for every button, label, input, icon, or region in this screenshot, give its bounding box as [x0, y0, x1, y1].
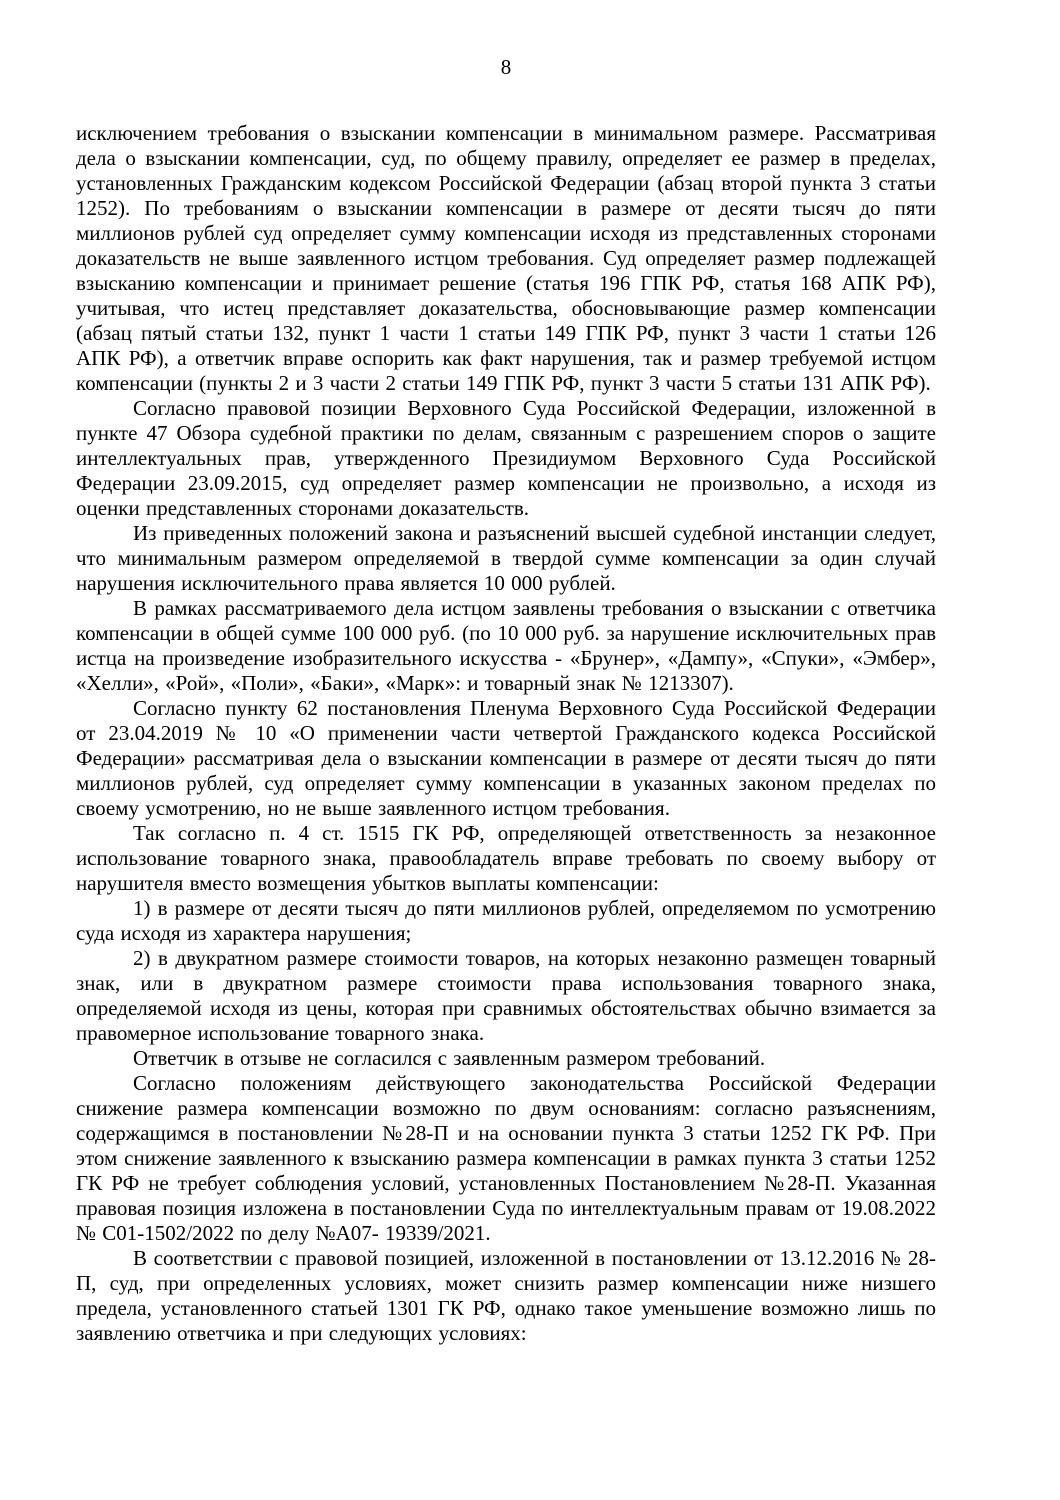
paragraph-defendant-objection: Ответчик в отзыве не согласился с заявленным размером требований.	[133, 1046, 766, 1070]
page-number: 8	[500, 55, 512, 79]
document-body	[76, 121, 936, 1346]
paragraph-article-1515: Так согласно п. 4 ст. 1515 ГК РФ, определяющей ответственность за незаконное использование товарного знака, правообладатель вправе требовать по своему выбору от нарушителя вместо возмещения убытков выплаты компенсации:	[76, 821, 936, 895]
paragraph-claim-amount: В рамках рассматриваемого дела истцом заявлены требования о взыскании с ответчика компенсации в общей сумме 100 000 руб. (по 10 000 руб. за нарушение исключительных прав истца на произведение изобразительного искусства - «Брунер», «Дампу», «Спуки», «Эмбер», «Хелли», «Рой», «Поли», «Баки», «Марк»: и товарный знак № 1213307).	[76, 596, 936, 695]
paragraph-option-2: 2) в двукратном размере стоимости товаров, на которых незаконно размещен товарный знак, или в двукратном размере стоимости права использования товарного знака, определяемой исходя из цены, которая при сравнимых обстоятельствах обычно взимается за правомерное использование товарного знака.	[76, 946, 936, 1045]
paragraph-continuation: исключением требования о взыскании компенсации в минимальном размере. Рассматривая дела о взыскании компенсации, суд, по общему правилу, определяет ее размер в пределах, установленных Гражданским кодексом Российской Федерации (абзац второй пункта 3 статьи 1252). По требованиям о взыскании компенсации в размере от десяти тысяч до пяти миллионов рублей суд определяет сумму компенсации исходя из представленных сторонами доказательств не выше заявленного истцом требования. Суд определяет размер подлежащей взысканию компенсации и принимает решение (статья 196 ГПК РФ, статья 168 АПК РФ), учитывая, что истец представляет доказательства, обосновывающие размер компенсации (абзац пятый статьи 132, пункт 1 части 1 статьи 149 ГПК РФ, пункт 3 части 1 статьи 126 АПК РФ), а ответчик вправе оспорить как факт нарушения, так и размер требуемой истцом компенсации (пункты 2 и 3 части 2 статьи 149 ГПК РФ, пункт 3 части 5 статьи 131 АПК РФ).	[76, 121, 936, 395]
paragraph-minimum-compensation: Из приведенных положений закона и разъяснений высшей судебной инстанции следует, что минимальным размером определяемой в твердой сумме компенсации за один случай нарушения исключительного права является 10 000 рублей.	[76, 521, 936, 595]
paragraph-reduction-grounds: Согласно положениям действующего законодательства Российской Федерации снижение размера компенсации возможно по двум основаниям: согласно разъяснениям, содержащимся в постановлении №28-П и на основании пункта 3 статьи 1252 ГК РФ. При этом снижение заявленного к взысканию размера компенсации в рамках пункта 3 статьи 1252 ГК РФ не требует соблюдения условий, установленных Постановлением №28-П. Указанная правовая позиция изложена в постановлении Суда по интеллектуальным правам от 19.08.2022 № С01-1502/2022 по делу №А07- 19339/2021.	[76, 1071, 936, 1245]
paragraph-plenum-point-62: Согласно пункту 62 постановления Пленума Верховного Суда Российской Федерации от 23.04.2019 № 10 «О применении части четвертой Гражданского кодекса Российской Федерации» рассматривая дела о взыскании компенсации в размере от десяти тысяч до пяти миллионов рублей, суд определяет сумму компенсации в указанных законом пределах по своему усмотрению, но не выше заявленного истцом требования.	[76, 696, 936, 820]
paragraph-ruling-28p: В соответствии с правовой позицией, изложенной в постановлении от 13.12.2016 № 28-П, суд, при определенных условиях, может снизить размер компенсации ниже низшего предела, установленного статьей 1301 ГК РФ, однако такое уменьшение возможно лишь по заявлению ответчика и при следующих условиях:	[76, 1246, 936, 1345]
paragraph-option-1: 1) в размере от десяти тысяч до пяти миллионов рублей, определяемом по усмотрению суда исходя из характера нарушения;	[76, 896, 936, 945]
paragraph-supreme-court-position: Согласно правовой позиции Верховного Суда Российской Федерации, изложенной в пункте 47 Обзора судебной практики по делам, связанным с разрешением споров о защите интеллектуальных прав, утвержденного Президиумом Верховного Суда Российской Федерации 23.09.2015, суд определяет размер компенсации не произвольно, а исходя из оценки представленных сторонами доказательств.	[76, 396, 936, 520]
